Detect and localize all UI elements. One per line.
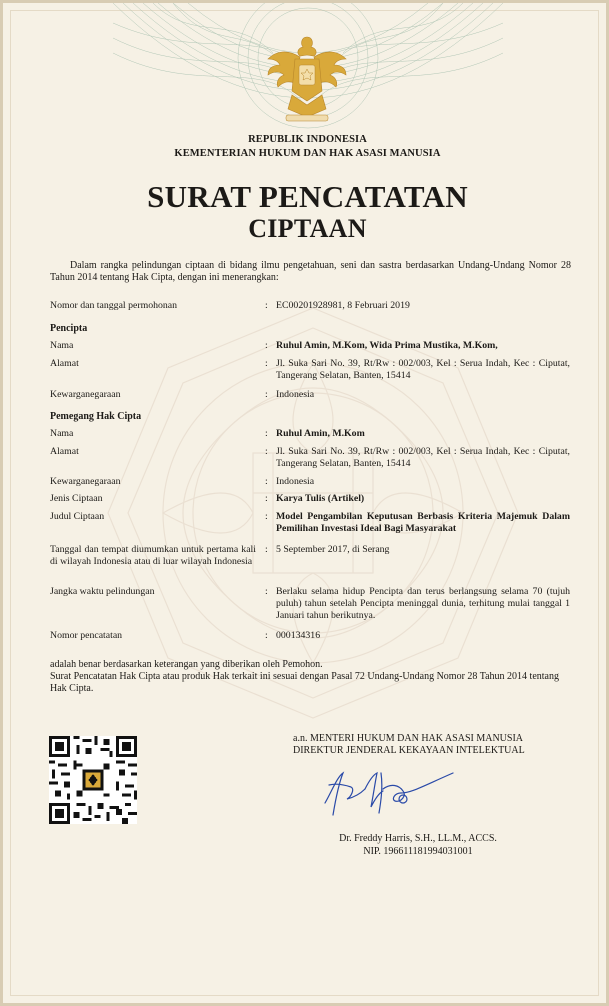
field-label: Tanggal dan tempat diumumkan untuk pertama kali di wilayah Indonesia atau di luar wilayah Indonesia [50, 544, 256, 567]
field-value: Indonesia [276, 389, 315, 400]
closing-line-1: adalah benar berdasarkan keterangan yang diberikan oleh Pemohon. [50, 659, 323, 670]
colon: : [265, 428, 268, 439]
field-value: Jl. Suka Sari No. 39, Rt/Rw : 002/003, Kel : Serua Indah, Kec : Ciputat, Tangerang Selatan, Banten, 15414 [276, 358, 570, 381]
colon: : [265, 476, 268, 487]
header-ministry: KEMENTERIAN HUKUM DAN HAK ASASI MANUSIA [174, 148, 441, 159]
field-label: Kewarganegaraan [50, 476, 121, 487]
colon: : [265, 630, 268, 641]
field-value: 5 September 2017, di Serang [276, 544, 390, 555]
closing-statement [50, 659, 571, 695]
colon: : [265, 586, 268, 597]
field-label: Jangka waktu pelindungan [50, 586, 155, 597]
handwritten-signature [321, 763, 461, 823]
signature-block [293, 733, 543, 757]
section-heading-pencipta: Pencipta [50, 323, 88, 334]
signer-nip: NIP. 196611181994031001 [363, 846, 473, 857]
colon: : [265, 511, 268, 522]
field-label: Nama [50, 340, 74, 351]
field-label: Alamat [50, 446, 79, 457]
field-label: Judul Ciptaan [50, 511, 105, 522]
document-subtitle: CIPTAAN [248, 214, 367, 243]
section-heading-holder: Pemegang Hak Cipta [50, 411, 142, 422]
field-value: Model Pengambilan Keputusan Berbasis Kriteria Majemuk Dalam Pemilihan Investasi Ideal Bagi Masyarakat [276, 511, 570, 534]
garuda-emblem-icon [262, 31, 352, 123]
field-value: EC00201928981, 8 Februari 2019 [276, 300, 410, 311]
signer-block [303, 832, 533, 858]
colon: : [265, 493, 268, 504]
colon: : [265, 389, 268, 400]
signatory-authority-line: a.n. MENTERI HUKUM DAN HAK ASASI MANUSIA [293, 733, 523, 744]
field-value: Ruhul Amin, M.Kom [276, 428, 365, 439]
field-value: Jl. Suka Sari No. 39, Rt/Rw : 002/003, Kel : Serua Indah, Kec : Ciputat, Tangerang Selatan, Banten, 15414 [276, 446, 570, 469]
document-title: SURAT PENCATATAN [147, 179, 468, 214]
closing-line-2: Surat Pencatatan Hak Cipta atau produk Hak terkait ini sesuai dengan Pasal 72 Undang-Undang Nomor 28 Tahun 2014 tentang Hak Cipta. [50, 671, 559, 694]
field-label: Alamat [50, 358, 79, 369]
intro-paragraph: Dalam rangka pelindungan ciptaan di bidang ilmu pengetahuan, seni dan sastra berdasarkan Undang-Undang Nomor 28 Tahun 2014 tentang Hak Cipta, dengan ini menerangkan: [50, 260, 571, 283]
colon: : [265, 300, 268, 311]
colon: : [265, 358, 268, 369]
field-label: Jenis Ciptaan [50, 493, 103, 504]
field-value: Ruhul Amin, M.Kom, Wida Prima Mustika, M.Kom, [276, 340, 498, 351]
field-label: Kewarganegaraan [50, 389, 121, 400]
field-label: Nomor pencatatan [50, 630, 123, 641]
qr-code-icon [49, 736, 137, 824]
signatory-director-line: DIREKTUR JENDERAL KEKAYAAN INTELEKTUAL [293, 745, 525, 756]
field-value: 000134316 [276, 630, 321, 641]
colon: : [265, 340, 268, 351]
field-label: Nomor dan tanggal permohonan [50, 300, 178, 311]
field-value: Indonesia [276, 476, 315, 487]
signer-name: Dr. Freddy Harris, S.H., LL.M., ACCS. [339, 833, 497, 844]
colon: : [265, 446, 268, 457]
field-value: Karya Tulis (Artikel) [276, 493, 365, 504]
field-label: Nama [50, 428, 74, 439]
header-country: REPUBLIK INDONESIA [248, 134, 367, 145]
colon: : [265, 544, 268, 555]
field-value: Berlaku selama hidup Pencipta dan terus berlangsung selama 70 (tujuh puluh) tahun setelah Pencipta meninggal dunia, terhitung mulai tanggal 1 Januari tahun berikutnya. [276, 586, 570, 621]
